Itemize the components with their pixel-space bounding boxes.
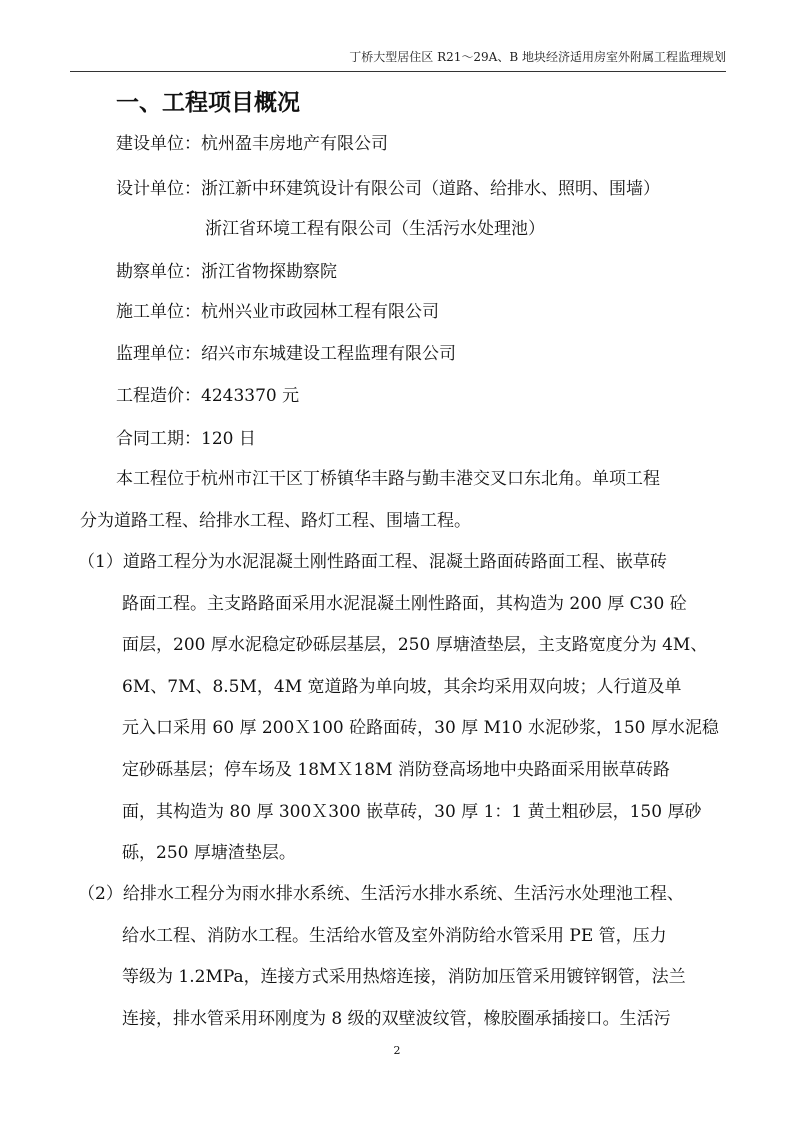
info-supervisor: 监理单位：绍兴市东城建设工程监理有限公司 (116, 344, 456, 364)
item2-line: （2）给排水工程分为雨水排水系统、生活污水排水系统、生活污水处理池工程、 (78, 884, 684, 904)
intro-line: 本工程位于杭州市江干区丁桥镇华丰路与勤丰港交叉口东北角。单项工程 (116, 469, 660, 489)
page-number: 2 (393, 1044, 401, 1057)
running-header: 丁桥大型居住区 R21～29A、B 地块经济适用房室外附属工程监理规划 (349, 50, 726, 64)
info-surveyor: 勘察单位：浙江省物探勘察院 (116, 262, 337, 282)
item1-line: （1）道路工程分为水泥混凝土刚性路面工程、混凝土路面砖路面工程、嵌草砖 (78, 552, 667, 572)
info-duration: 合同工期：120 日 (116, 429, 256, 449)
item1-line: 面层，200 厚水泥稳定砂砾层基层，250 厚塘渣垫层，主支路宽度分为 4M、 (122, 635, 708, 655)
info-builder: 建设单位：杭州盈丰房地产有限公司 (116, 134, 388, 154)
item1-line: 路面工程。主支路路面采用水泥混凝土刚性路面，其构造为 200 厚 C30 砼 (122, 594, 687, 614)
info-designer: 设计单位：浙江新中环建筑设计有限公司（道路、给排水、照明、围墙） (116, 179, 660, 199)
item1-line: 砾，250 厚塘渣垫层。 (122, 843, 296, 863)
item1-line: 面，其构造为 80 厚 300Ｘ300 嵌草砖，30 厚 1：1 黄土粗砂层，150 厚砂 (122, 802, 702, 822)
item1-line: 元入口采用 60 厚 200Ｘ100 砼路面砖，30 厚 M10 水泥砂浆，150 厚水泥稳 (122, 718, 719, 738)
item1-line: 6M、7M、8.5M，4M 宽道路为单向坡，其余均采用双向坡；人行道及单 (122, 677, 682, 697)
item1-line: 定砂砾基层；停车场及 18MＸ18M 消防登高场地中央路面采用嵌草砖路 (122, 760, 670, 780)
item2-line: 给水工程、消防水工程。生活给水管及室外消防给水管采用 PE 管，压力 (122, 926, 667, 946)
header-rule (70, 71, 726, 72)
item2-line: 连接，排水管采用环刚度为 8 级的双壁波纹管，橡胶圈承插接口。生活污 (122, 1009, 671, 1029)
item2-line: 等级为 1.2MPa，连接方式采用热熔连接，消防加压管采用镀锌钢管，法兰 (122, 967, 686, 987)
info-designer-cont: 浙江省环境工程有限公司（生活污水处理池） (205, 219, 545, 239)
section-title: 一、工程项目概况 (116, 89, 300, 116)
intro-line: 分为道路工程、给排水工程、路灯工程、围墙工程。 (80, 511, 471, 531)
info-constructor: 施工单位：杭州兴业市政园林工程有限公司 (116, 302, 439, 322)
info-cost: 工程造价：4243370 元 (116, 386, 300, 406)
